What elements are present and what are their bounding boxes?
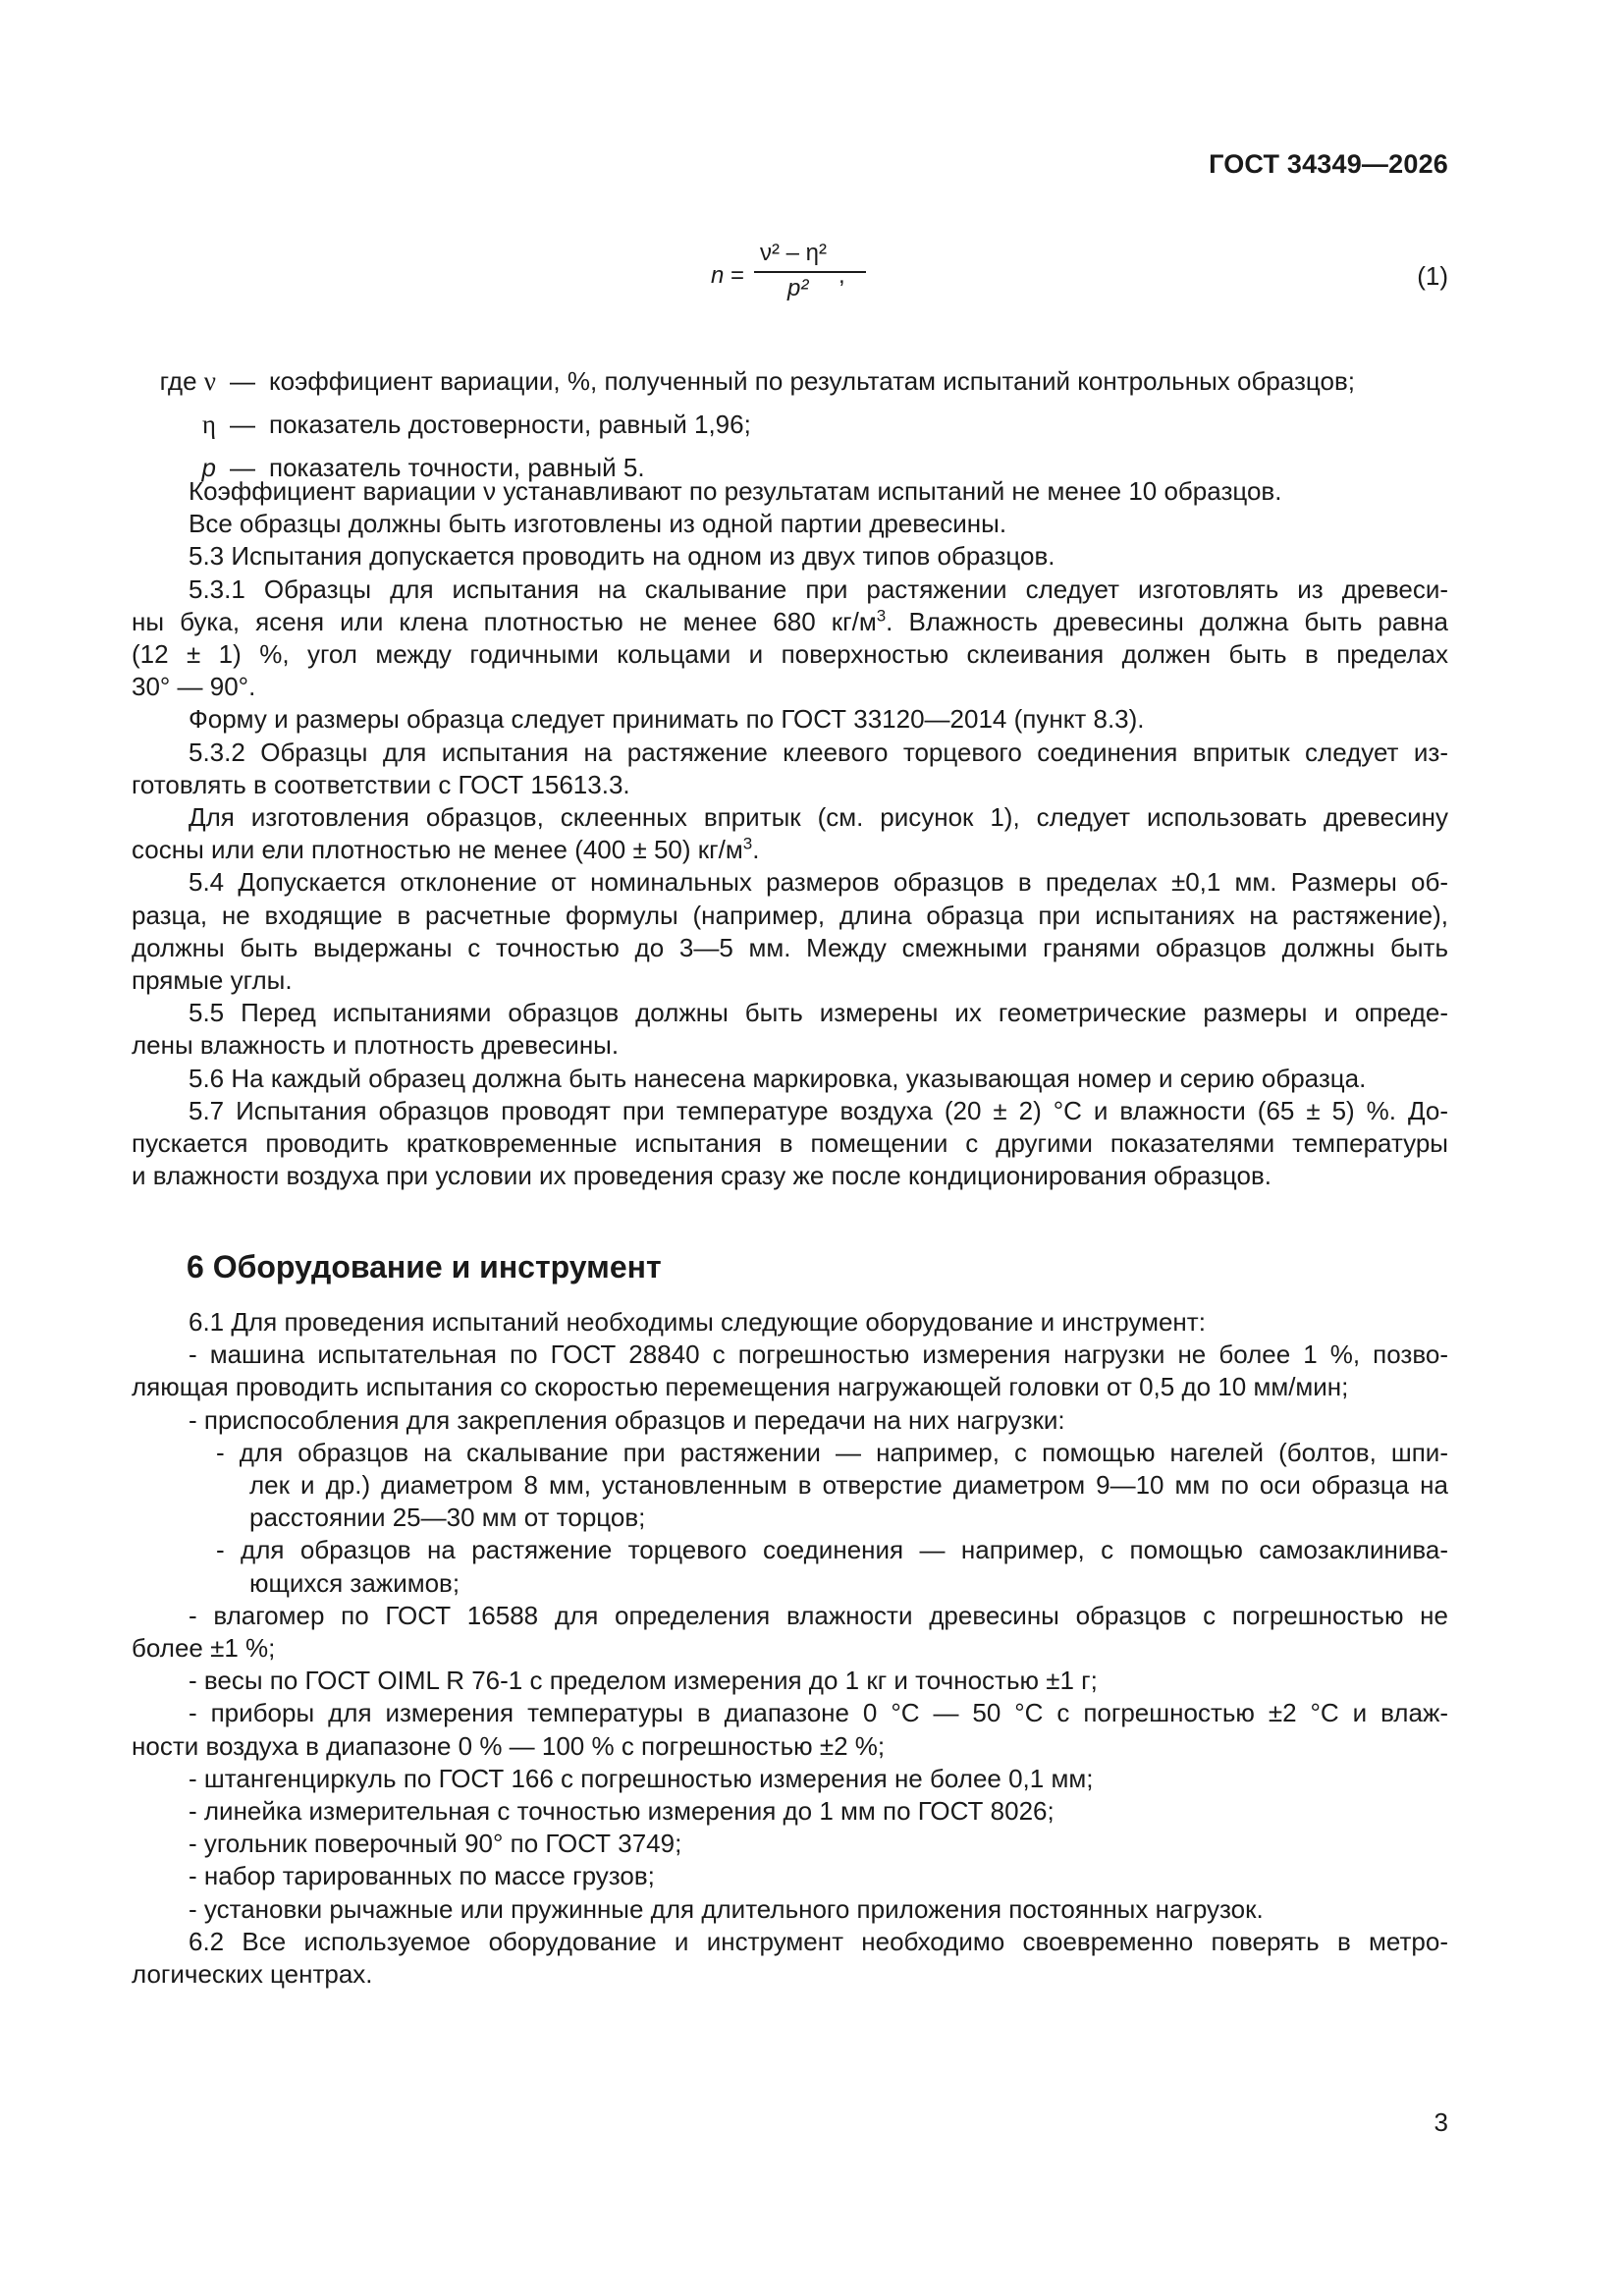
text-run: . <box>752 835 760 865</box>
paragraph: Коэффициент вариации ν устанавливают по результатам испытаний не менее 10 образцов. <box>189 476 1282 506</box>
list-item: - набор тарированных по массе грузов; <box>189 1861 655 1891</box>
where-row <box>132 359 1428 403</box>
where-list <box>132 359 1428 489</box>
paragraph-line: Для изготовления образцов, склеенных впритык (см. рисунок 1), следует использовать древесину <box>189 802 1448 833</box>
fraction-bar <box>754 271 866 273</box>
formula-equals: = <box>730 262 745 289</box>
document-code: ГОСТ 34349—2026 <box>1209 149 1448 179</box>
formula-numerator: ν² – η² <box>760 240 828 266</box>
list-item-line: - машина испытательная по ГОСТ 28840 с погрешностью измерения нагрузки не более 1 %, позво- <box>189 1339 1448 1370</box>
paragraph-line: готовлять в соответствии с ГОСТ 15613.3. <box>132 769 630 799</box>
list-item-line: ности воздуха в диапазоне 0 % — 100 % с погрешностью ±2 %; <box>132 1730 886 1761</box>
paragraph-line: и влажности воздуха при условии их проведения сразу же после кондиционирования образцов. <box>132 1161 1271 1191</box>
paragraph-line: 5.5 Перед испытаниями образцов должны быть измерены их геометрические размеры и опреде- <box>189 998 1448 1028</box>
paragraph: 5.6 На каждый образец должна быть нанесена маркировка, указывающая номер и серию образца. <box>189 1063 1367 1093</box>
where-dash: — <box>230 366 255 396</box>
sublist-item-line: - для образцов на скалывание при растяжении — например, с помощью нагелей (болтов, шпи- <box>216 1437 1448 1467</box>
formula-lhs: n <box>711 262 725 289</box>
paragraph: Форму и размеры образца следует принимать по ГОСТ 33120—2014 (пункт 8.3). <box>189 704 1145 735</box>
paragraph-line: 6.2 Все используемое оборудование и инструмент необходимо своевременно поверять в метро- <box>189 1926 1448 1956</box>
where-symbol-char: ν <box>203 366 216 396</box>
list-item-line: ляющая проводить испытания со скоростью перемещения нагружающей головки от 0,5 до 10 мм/мин; <box>132 1372 1349 1402</box>
formula-denominator: p² <box>787 275 809 301</box>
paragraph: Все образцы должны быть изготовлены из одной партии древесины. <box>189 509 1007 539</box>
where-symbol-char: p <box>201 453 216 482</box>
paragraph-line <box>132 834 1448 866</box>
paragraph: 5.3 Испытания допускается проводить на одном из двух типов образцов. <box>189 541 1055 572</box>
paragraph-line: должны быть выдержаны с точностью до 3—5 мм. Между смежными гранями образцов должны быть <box>132 932 1448 962</box>
superscript: 3 <box>742 834 753 853</box>
paragraph-line: лены влажность и плотность древесины. <box>132 1030 620 1061</box>
where-symbol-char: η <box>201 410 216 439</box>
formula-comma: , <box>839 262 845 289</box>
section-heading: 6 Оборудование и инструмент <box>187 1249 662 1285</box>
paragraph-line <box>132 606 1448 638</box>
sublist-item-line: - для образцов на растяжение торцевого соединения — например, с помощью самозаклинива- <box>216 1535 1448 1565</box>
paragraph: 6.1 Для проведения испытаний необходимы следующие оборудование и инструмент: <box>189 1307 1206 1337</box>
sublist-item-line: ющихся зажимов; <box>249 1567 460 1598</box>
where-dash: — <box>230 410 255 439</box>
superscript: 3 <box>876 606 887 626</box>
list-item: - штангенциркуль по ГОСТ 166 с погрешностью измерения не более 0,1 мм; <box>189 1763 1094 1793</box>
text-run: . Влажность древесины должна быть равна <box>886 606 1448 636</box>
paragraph-line: прямые углы. <box>132 965 293 996</box>
list-item: - весы по ГОСТ OIML R 76-1 с пределом измерения до 1 кг и точностью ±1 г; <box>189 1666 1098 1696</box>
paragraph-line: 5.7 Испытания образцов проводят при температуре воздуха (20 ± 2) °С и влажности (65 ± 5) %. До- <box>189 1095 1448 1125</box>
paragraph-line: 5.3.1 Образцы для испытания на скалывание при растяжении следует изготовлять из древеси- <box>189 574 1448 604</box>
section5-body <box>132 475 1448 1192</box>
list-item: - приспособления для закрепления образцов и передачи на них нагрузки: <box>189 1404 1065 1435</box>
paragraph-line: пускается проводить кратковременные испытания в помещении с другими показателями температуры <box>132 1128 1448 1159</box>
section6-body <box>132 1306 1448 1991</box>
text-run: сосны или ели плотностью не менее (400 ± 50) кг/м <box>132 835 743 865</box>
list-item-line: - приборы для измерения температуры в диапазоне 0 °С — 50 °С с погрешностью ±2 °С и влаж- <box>189 1698 1448 1728</box>
paragraph-line: 5.4 Допускается отклонение от номинальных размеров образцов в пределах ±0,1 мм. Размеры об- <box>189 867 1448 898</box>
where-row <box>132 403 1428 446</box>
where-dash: — <box>230 453 255 482</box>
list-item: - линейка измерительная с точностью измерения до 1 мм по ГОСТ 8026; <box>189 1796 1055 1827</box>
formula-number: (1) <box>1417 261 1448 291</box>
list-item: - угольник поверочный 90° по ГОСТ 3749; <box>189 1829 682 1859</box>
paragraph-line: 5.3.2 Образцы для испытания на растяжение клеевого торцевого соединения впритык следует из- <box>189 737 1448 767</box>
where-description: коэффициент вариации, %, полученный по результатам испытаний контрольных образцов; <box>269 366 1355 396</box>
where-description: показатель точности, равный 5. <box>269 453 645 482</box>
list-item: - установки рычажные или пружинные для длительного приложения постоянных нагрузок. <box>189 1893 1264 1924</box>
list-item-line: - влагомер по ГОСТ 16588 для определения влажности древесины образцов с погрешностью не <box>189 1600 1448 1630</box>
sublist-item-line: расстоянии 25—30 мм от торцов; <box>249 1503 646 1533</box>
paragraph-line: логических центрах. <box>132 1959 373 1990</box>
paragraph-line: (12 ± 1) %, угол между годичными кольцами и поверхностью склеивания должен быть в пределах <box>132 639 1448 670</box>
where-symbol <box>132 403 216 446</box>
list-item-line: более ±1 %; <box>132 1633 276 1664</box>
where-description: показатель достоверности, равный 1,96; <box>269 410 751 439</box>
text-run: ны бука, ясеня или клена плотностью не менее 680 кг/м <box>132 606 877 636</box>
sublist-item-line: лек и др.) диаметром 8 мм, установленным в отверстие диаметром 9—10 мм по оси образца на <box>249 1470 1448 1501</box>
where-lead: где <box>159 366 197 396</box>
paragraph-line: 30° — 90°. <box>132 672 256 702</box>
paragraph-line: разца, не входящие в расчетные формулы (например, длина образца при испытаниях на растяжение), <box>132 900 1448 930</box>
page-number: 3 <box>1434 2107 1448 2137</box>
formula <box>711 236 868 324</box>
where-symbol <box>132 359 216 403</box>
